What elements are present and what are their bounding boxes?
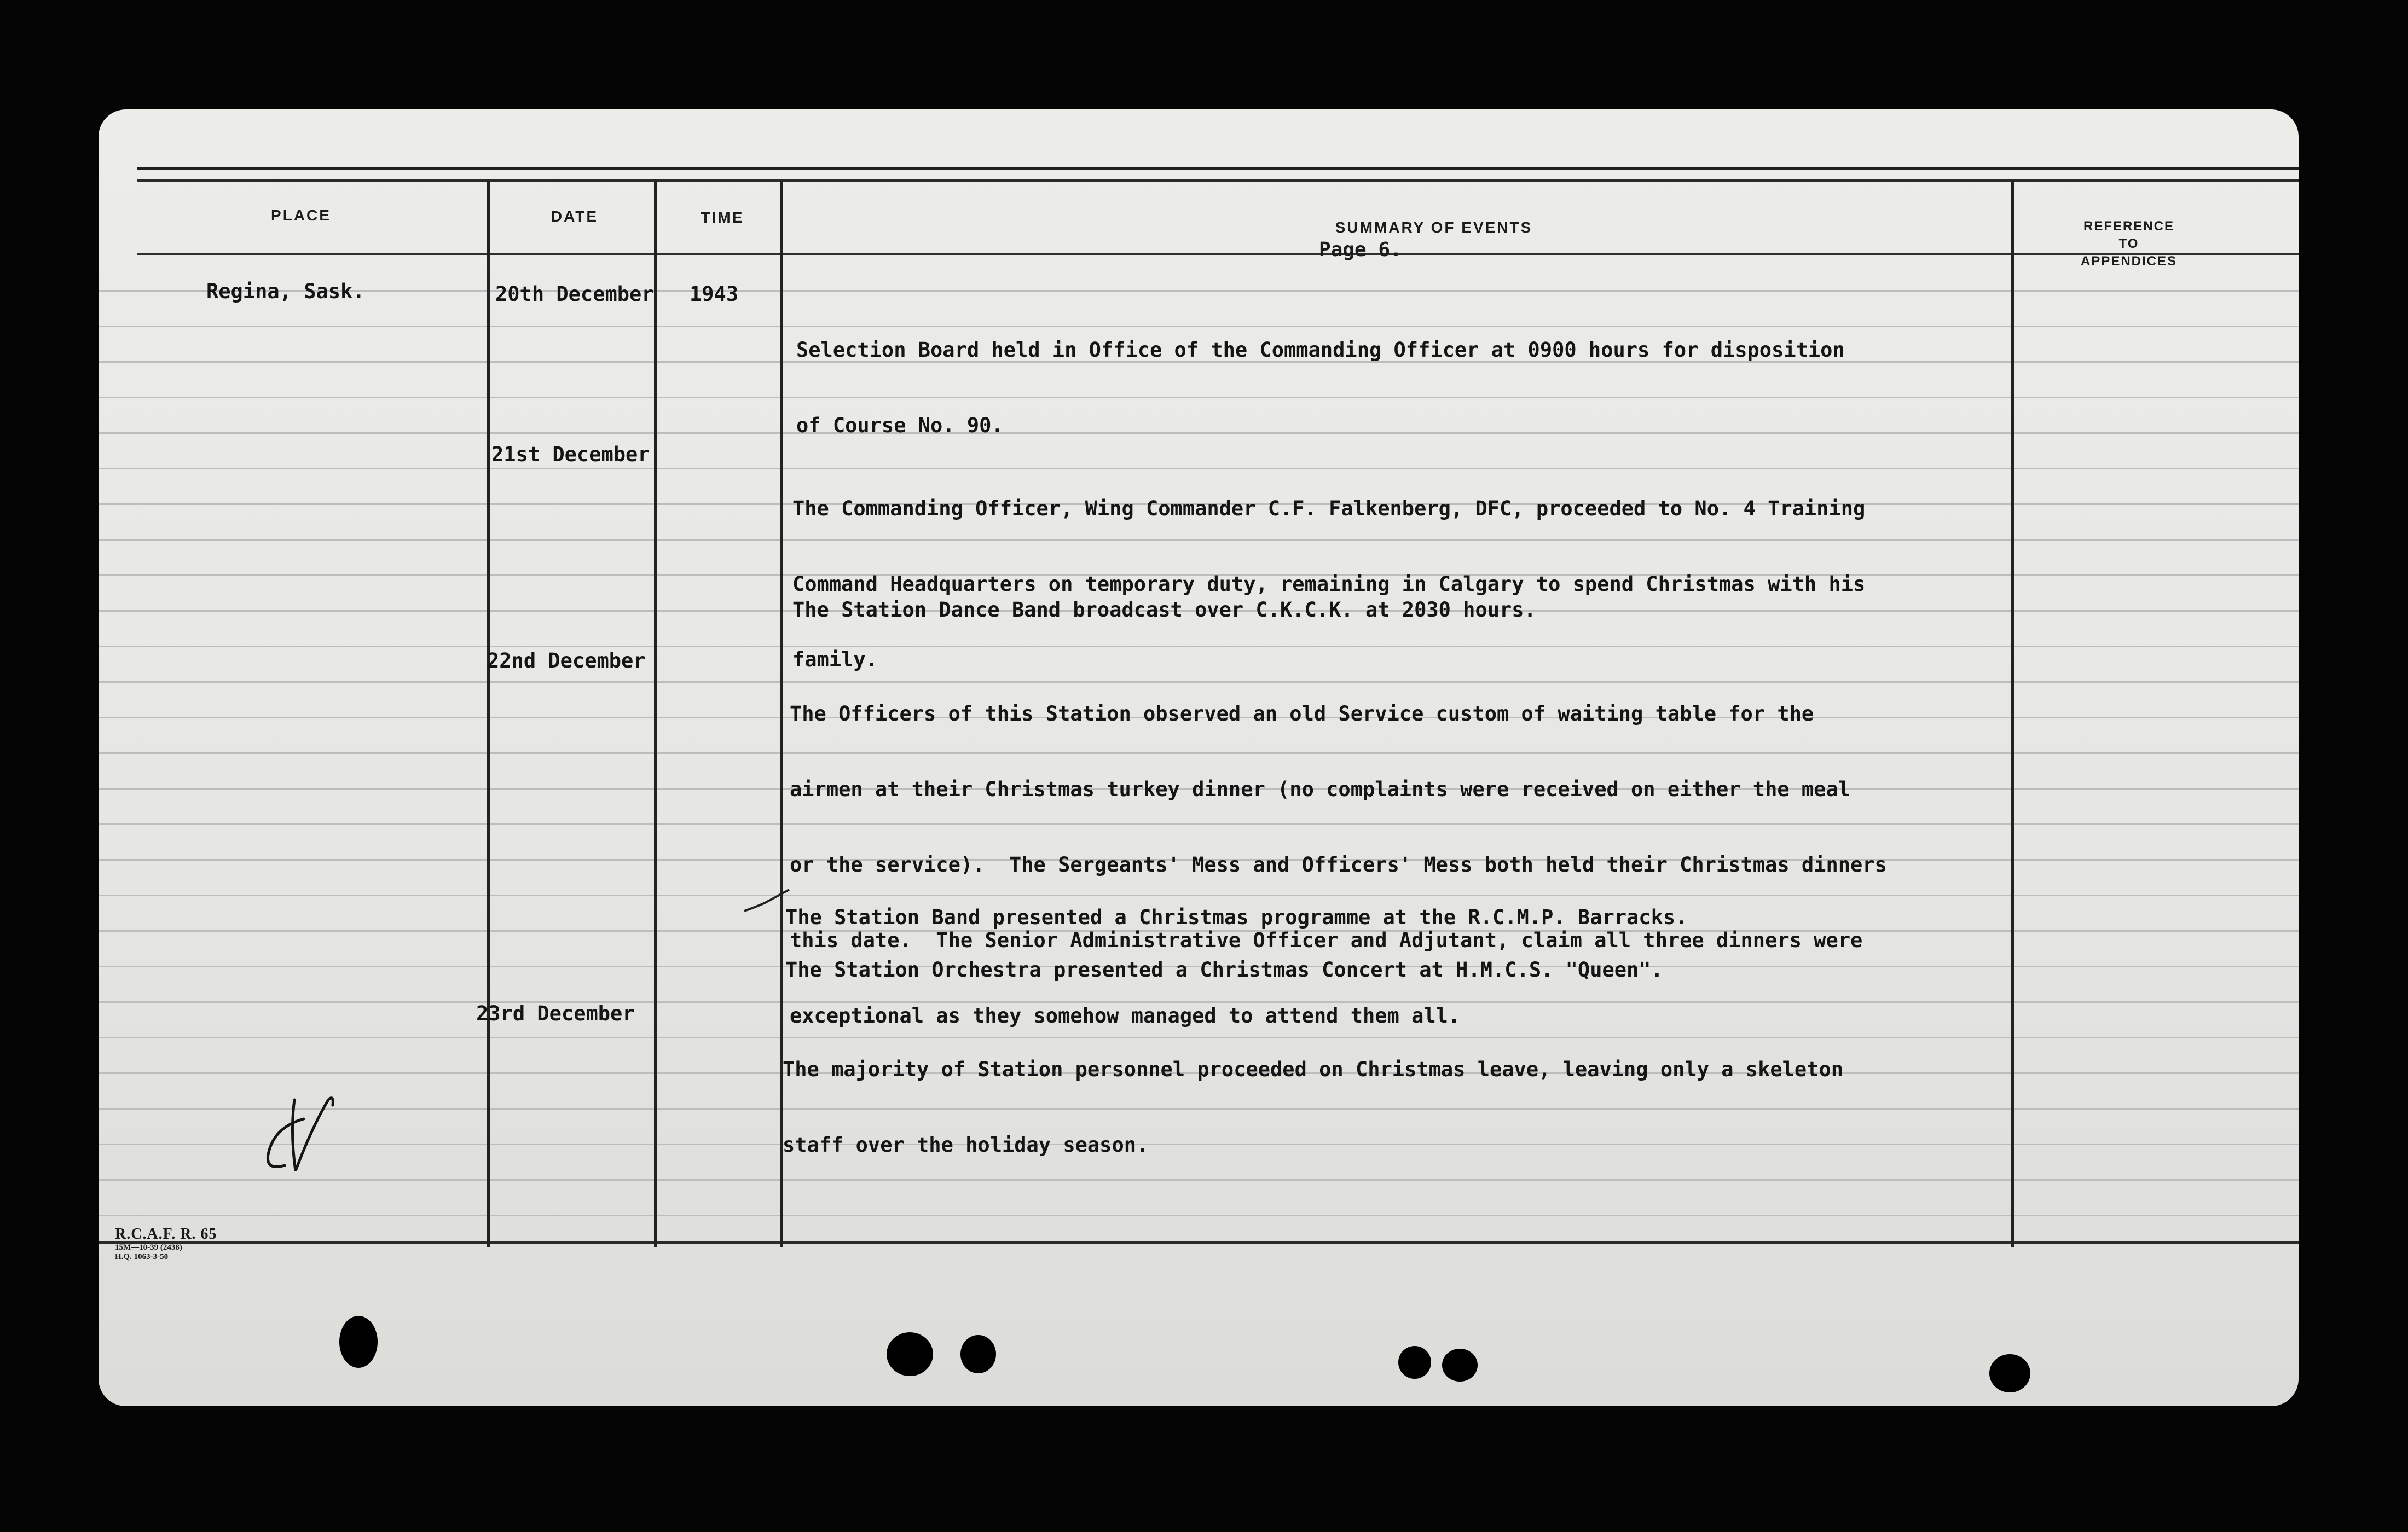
summary-line: Selection Board held in Office of the Commanding Officer at 0900 hours for disposition [796, 338, 1845, 362]
header-reference-line: TO [2118, 236, 2139, 251]
header-summary: SUMMARY OF EVENTS [1335, 219, 1533, 236]
form-identifier [115, 1226, 217, 1262]
bottom-rule [99, 1241, 2299, 1244]
form-id-line: R.C.A.F. R. 65 [115, 1226, 217, 1243]
summary-line: The majority of Station personnel proceeded on Christmas leave, leaving only a skeleton [783, 1058, 1844, 1081]
entry-time: 1943 [690, 282, 739, 306]
top-double-rule [137, 167, 2299, 170]
entry-date: 22nd December [487, 649, 646, 672]
entry-date: 23rd December [476, 1002, 635, 1025]
summary-line: The Station Dance Band broadcast over C.K.C.K. at 2030 hours. [792, 598, 1536, 622]
column-divider-place-date [487, 181, 490, 1247]
summary-line: or the service). The Sergeants' Mess and Officers' Mess both held their Christmas dinners [790, 853, 1887, 877]
form-id-line: H.Q. 1063-3-50 [115, 1252, 169, 1261]
header-reference [2047, 218, 2211, 270]
header-reference-line: REFERENCE [2083, 219, 2175, 234]
column-divider-summary-reference [2011, 181, 2014, 1247]
entry-place: Regina, Sask. [206, 280, 365, 303]
header-date: DATE [551, 208, 599, 225]
entry-date: 21st December [491, 443, 650, 466]
summary-line: of Course No. 90. [796, 414, 1004, 437]
summary-line: Command Headquarters on temporary duty, remaining in Calgary to spend Christmas with his [792, 572, 1866, 596]
summary-line: The Commanding Officer, Wing Commander C.F. Falkenberg, DFC, proceeded to No. 4 Training [792, 497, 1866, 520]
summary-line: exceptional as they somehow managed to attend them all. [790, 1004, 1461, 1028]
summary-line: this date. The Senior Administrative Officer and Adjutant, claim all three dinners were [790, 929, 1863, 952]
handwritten-initial-icon [252, 1089, 345, 1182]
header-rule [137, 253, 2299, 255]
header-reference-line: APPENDICES [2080, 254, 2178, 269]
summary-line: airmen at their Christmas turkey dinner (no complaints were received on either the meal [790, 777, 1851, 801]
punch-hole-icon [960, 1335, 996, 1373]
form-id-line: 15M—10-39 (2438) [115, 1243, 182, 1252]
top-double-rule [137, 179, 2299, 182]
punch-hole-icon [1398, 1346, 1431, 1379]
check-mark-icon [739, 886, 794, 919]
column-divider-date-time [654, 181, 657, 1247]
summary-line: The Officers of this Station observed an old Service custom of waiting table for the [790, 702, 1814, 726]
punch-hole-icon [339, 1316, 378, 1368]
summary-line: The Station Band presented a Christmas programme at the R.C.M.P. Barracks. [785, 906, 1688, 929]
ruled-line [99, 1215, 2299, 1216]
diary-card [99, 109, 2299, 1406]
header-place: PLACE [271, 207, 331, 224]
summary-line: family. [792, 648, 878, 671]
punch-hole-icon [887, 1332, 933, 1376]
summary-line: The Station Orchestra presented a Christmas Concert at H.M.C.S. "Queen". [785, 958, 1663, 982]
header-time: TIME [701, 209, 744, 226]
punch-hole-icon [1442, 1349, 1478, 1382]
entry-summary [783, 1007, 1843, 1208]
punch-hole-icon [1989, 1354, 2030, 1392]
page-number: Page 6. [1319, 239, 1402, 261]
summary-line: staff over the holiday season. [783, 1133, 1149, 1157]
entry-date: 20th December [495, 282, 654, 306]
